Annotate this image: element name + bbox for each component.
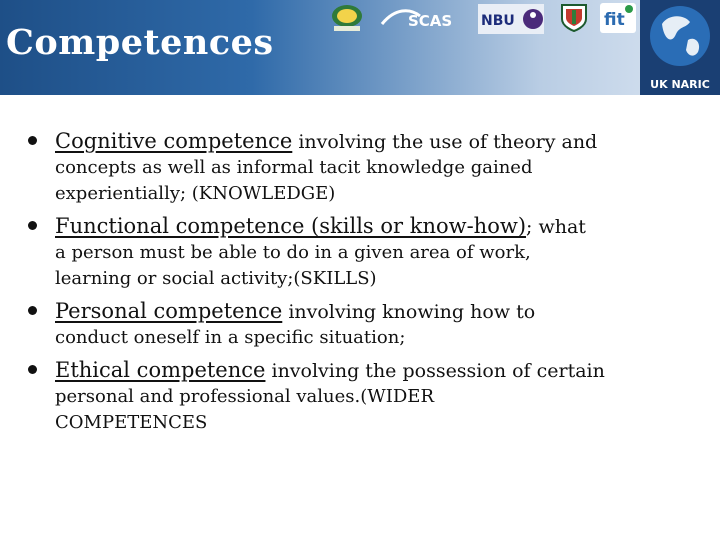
bullet-rest: involving the use of theory and xyxy=(292,131,598,153)
bullet-lead: Ethical competence xyxy=(55,358,266,382)
bullet-dot-icon xyxy=(28,365,37,374)
bullet-ethical xyxy=(28,357,688,436)
bullet-continuation: COMPETENCES xyxy=(55,412,208,433)
bullet-lead: Cognitive competence xyxy=(55,129,293,153)
bullet-dot-icon xyxy=(28,221,37,230)
bullet-first-line xyxy=(55,357,688,384)
bullet-first-line xyxy=(55,298,688,325)
fo-logo-icon xyxy=(328,4,366,32)
bullet-dot-icon xyxy=(28,136,37,145)
bullet-rest: involving knowing how to xyxy=(282,301,536,323)
fit-logo-icon xyxy=(600,3,636,33)
uk-naric-logo-icon xyxy=(640,0,720,95)
nbu-logo-icon xyxy=(478,4,544,34)
svg-text:SCAS: SCAS xyxy=(408,12,453,30)
bullet-rest: involving the possession of certain xyxy=(265,360,605,382)
bullet-personal xyxy=(28,298,688,351)
bullet-first-line xyxy=(55,213,688,240)
bullet-dot-icon xyxy=(28,306,37,315)
slide-header xyxy=(0,0,720,95)
bullet-continuation: personal and professional values.(WIDER xyxy=(55,386,434,407)
uk-naric-label: UK NARIC xyxy=(650,78,710,91)
bullet-lead: Functional competence (skills or know-how) xyxy=(55,214,527,238)
bullet-continuation: a person must be able to do in a given area of work, xyxy=(55,242,531,263)
bullet-continuation: concepts as well as informal tacit knowledge gained xyxy=(55,157,533,178)
bullet-functional xyxy=(28,213,688,292)
bullet-first-line xyxy=(55,128,688,155)
bullet-continuation: learning or social activity;(SKILLS) xyxy=(55,268,377,289)
bullet-cognitive xyxy=(28,128,688,207)
bullet-list xyxy=(28,128,688,446)
bullet-continuation: experientially; (KNOWLEDGE) xyxy=(55,183,336,204)
bullet-lead: Personal competence xyxy=(55,299,283,323)
bullet-continuation: conduct oneself in a specific situation; xyxy=(55,327,406,348)
svg-text:NBU: NBU xyxy=(481,13,515,29)
slide-title: Competences xyxy=(6,22,274,63)
svg-text:fit: fit xyxy=(604,10,625,30)
shield-logo-icon xyxy=(560,3,588,33)
scas-logo-icon xyxy=(380,6,456,32)
bullet-rest: ; what xyxy=(526,216,586,238)
